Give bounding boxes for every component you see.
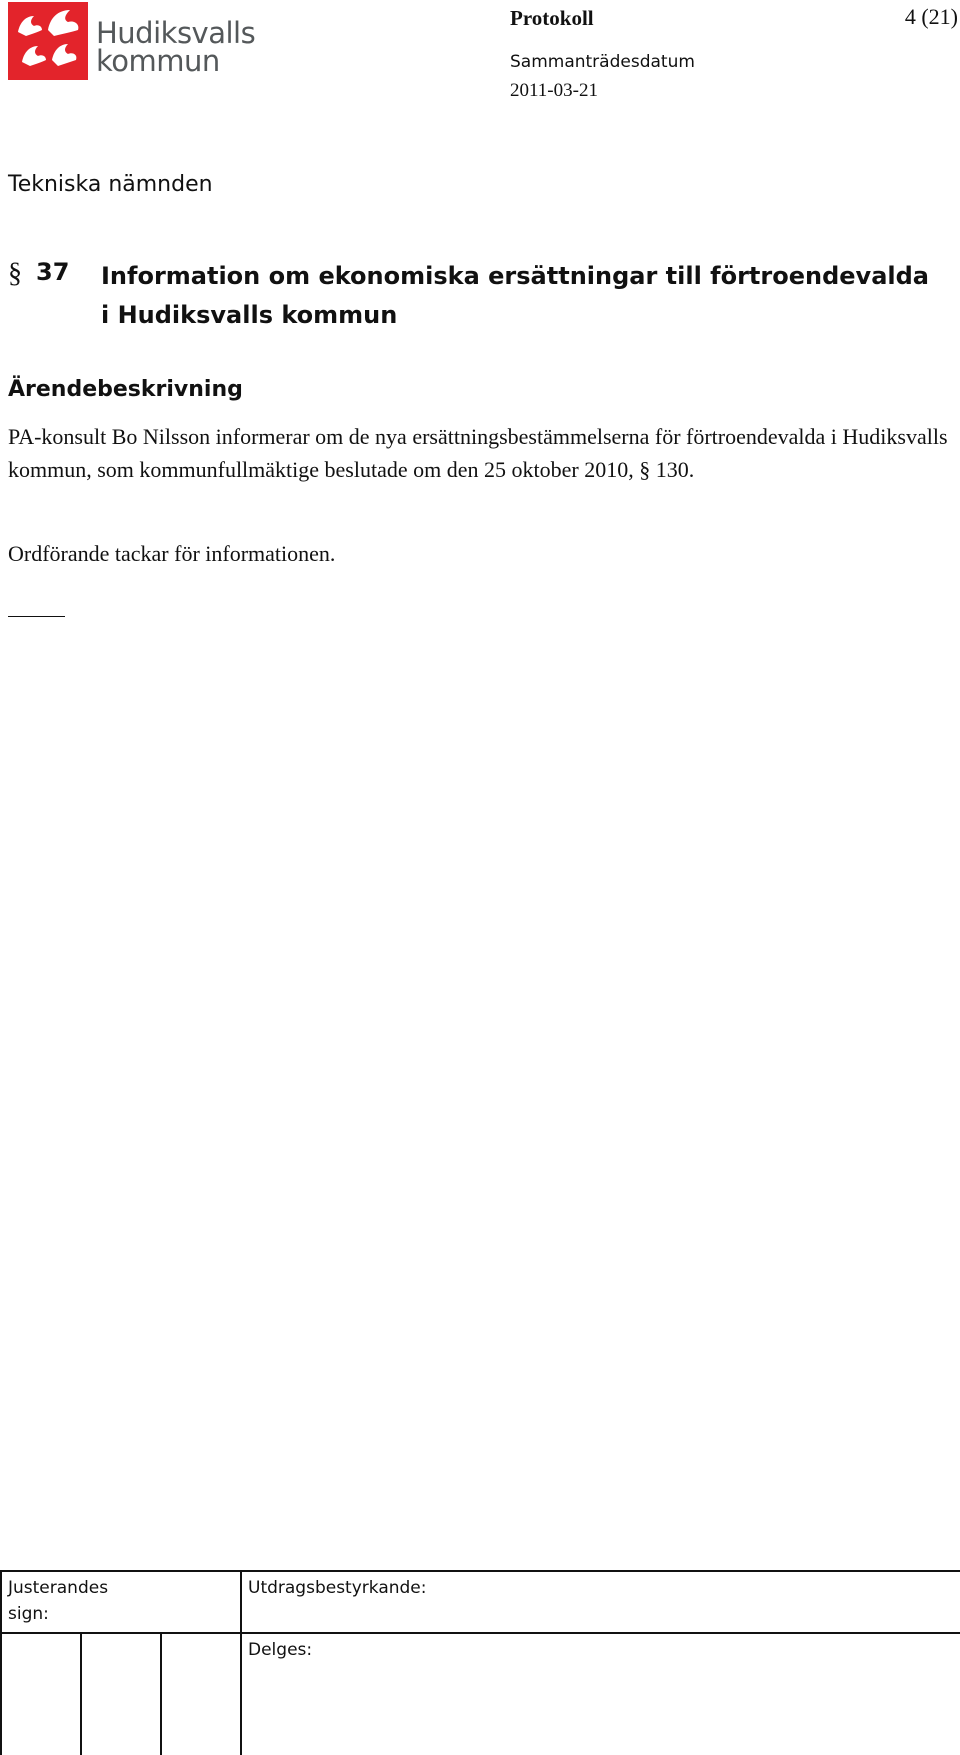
goat-emblem-icon <box>8 2 88 80</box>
section-title: Information om ekonomiska ersättningar till förtroendevalda i Hudiksvalls kommun <box>101 262 929 329</box>
logo-text-line1: Hudiksvalls <box>96 16 256 50</box>
table-divider <box>240 1570 242 1755</box>
justerandes-label: Justerandes <box>8 1578 109 1598</box>
page-number: 4 (21) <box>904 4 958 29</box>
utdragsbestyrkande-label: Utdragsbestyrkande: <box>248 1578 427 1598</box>
end-rule <box>8 616 65 617</box>
body-paragraph: Ordförande tackar för informationen. <box>8 541 336 566</box>
table-left-border <box>0 1570 2 1755</box>
document-type: Protokoll <box>510 6 594 30</box>
body-paragraph: PA-konsult Bo Nilsson informerar om de nya ersättningsbestämmelserna för förtroendevalda i Hudiksvalls kommun, som kommunfullmäktige beslutade om den 25 oktober 2010, § 130. <box>8 424 948 482</box>
case-description-heading: Ärendebeskrivning <box>8 377 243 402</box>
table-top-border <box>0 1570 960 1572</box>
meeting-date: 2011-03-21 <box>510 80 598 101</box>
logo-text-line2: kommun <box>96 44 220 78</box>
sign-cell-divider <box>160 1632 162 1755</box>
meeting-date-label: Sammanträdesdatum <box>510 52 695 72</box>
sign-cell-divider <box>80 1632 82 1755</box>
paragraph-number: 37 <box>36 258 70 286</box>
sign-label: sign: <box>8 1604 49 1624</box>
hudiksvalls-logo <box>8 2 256 80</box>
committee-name: Tekniska nämnden <box>8 172 213 197</box>
delges-label: Delges: <box>248 1640 313 1660</box>
paragraph-symbol: § <box>8 258 22 289</box>
table-row-divider <box>0 1632 960 1634</box>
signature-table <box>0 1570 960 1755</box>
